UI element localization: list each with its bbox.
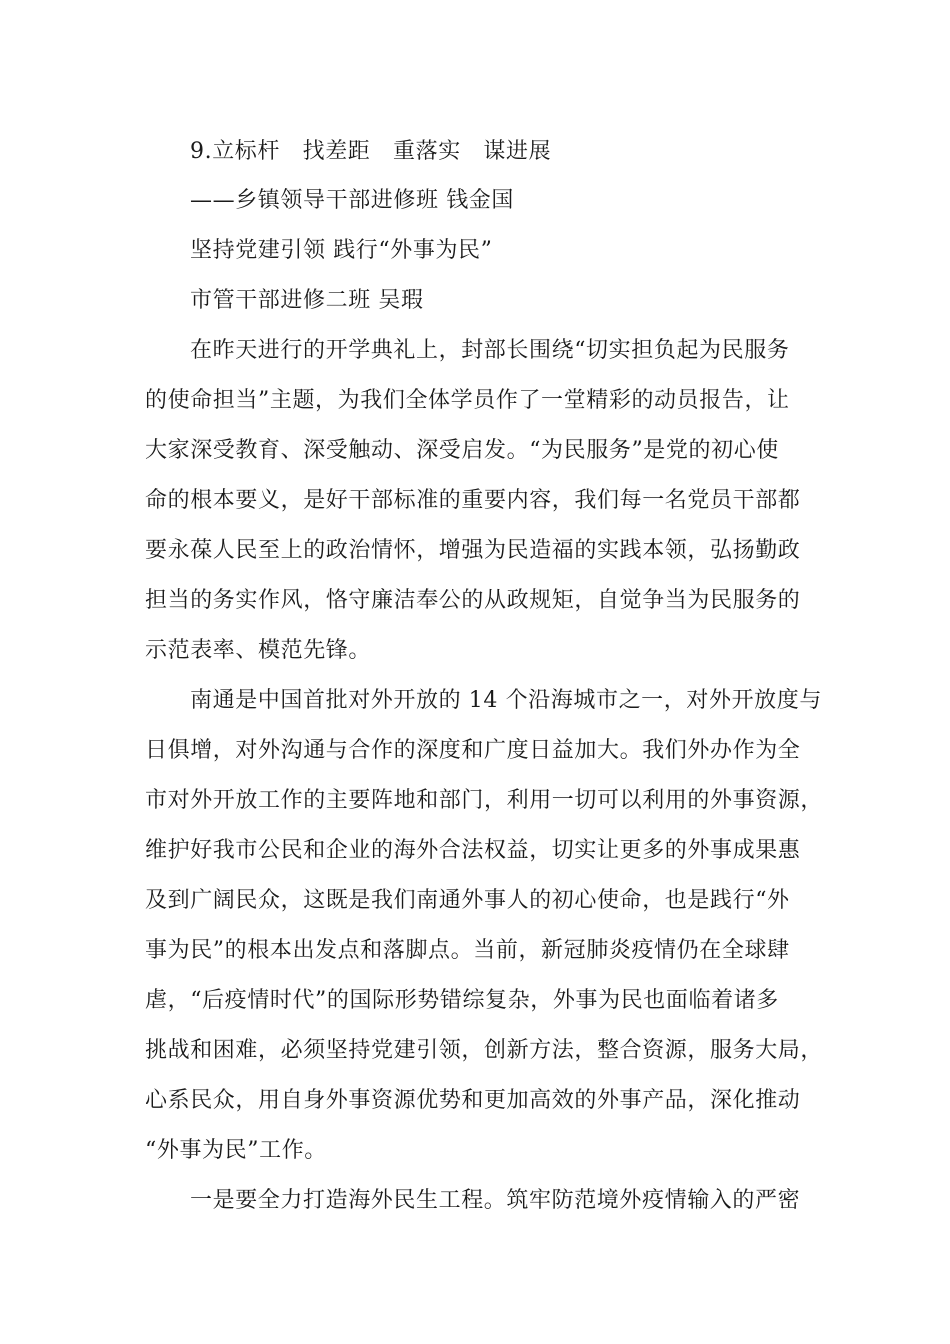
paragraph-1-line: 大家深受教育、深受触动、深受启发。“为民服务”是党的初心使 — [145, 438, 779, 463]
paragraph-2-line: 维护好我市公民和企业的海外合法权益，切实让更多的外事成果惠 — [145, 838, 801, 863]
paragraph-2-line: 虐，“后疫情时代”的国际形势错综复杂，外事为民也面临着诸多 — [145, 988, 779, 1013]
paragraph-1-line: 要永葆人民至上的政治情怀，增强为民造福的实践本领，弘扬勤政 — [145, 538, 801, 563]
paragraph-1-line: 命的根本要义，是好干部标准的重要内容，我们每一名党员干部都 — [145, 488, 801, 513]
paragraph-2-line: 市对外开放工作的主要阵地和部门，利用一切可以利用的外事资源， — [145, 788, 824, 813]
article-author: 市管干部进修二班 吴瑕 — [190, 288, 424, 313]
paragraph-2-line: 挑战和困难，必须坚持党建引领，创新方法，整合资源，服务大局， — [145, 1038, 824, 1063]
paragraph-2-line: 南通是中国首批对外开放的 14 个沿海城市之一，对外开放度与 — [190, 688, 822, 713]
article-title: 坚持党建引领 践行“外事为民” — [190, 238, 493, 263]
paragraph-1-line: 示范表率、模范先锋。 — [145, 638, 372, 663]
paragraph-1-line: 的使命担当”主题，为我们全体学员作了一堂精彩的动员报告，让 — [145, 388, 790, 413]
section-heading: 9.立标杆 找差距 重落实 谋进展 — [190, 139, 552, 164]
paragraph-2-line: 及到广阔民众，这既是我们南通外事人的初心使命，也是践行“外 — [145, 888, 790, 913]
paragraph-1-line: 在昨天进行的开学典礼上，封部长围绕“切实担负起为民服务 — [190, 338, 790, 363]
paragraph-2-line: 心系民众，用自身外事资源优势和更加高效的外事产品，深化推动 — [145, 1088, 801, 1113]
paragraph-2-line: 事为民”的根本出发点和落脚点。当前，新冠肺炎疫情仍在全球肆 — [145, 938, 790, 963]
paragraph-1-line: 担当的务实作风，恪守廉洁奉公的从政规矩，自觉争当为民服务的 — [145, 588, 801, 613]
heading-author-line: ——乡镇领导干部进修班 钱金国 — [190, 188, 514, 213]
paragraph-2-line: 日俱增，对外沟通与合作的深度和广度日益加大。我们外办作为全 — [145, 738, 801, 763]
paragraph-3-line: 一是要全力打造海外民生工程。筑牢防范境外疫情输入的严密 — [190, 1188, 801, 1213]
paragraph-2-line: “外事为民”工作。 — [145, 1138, 327, 1163]
